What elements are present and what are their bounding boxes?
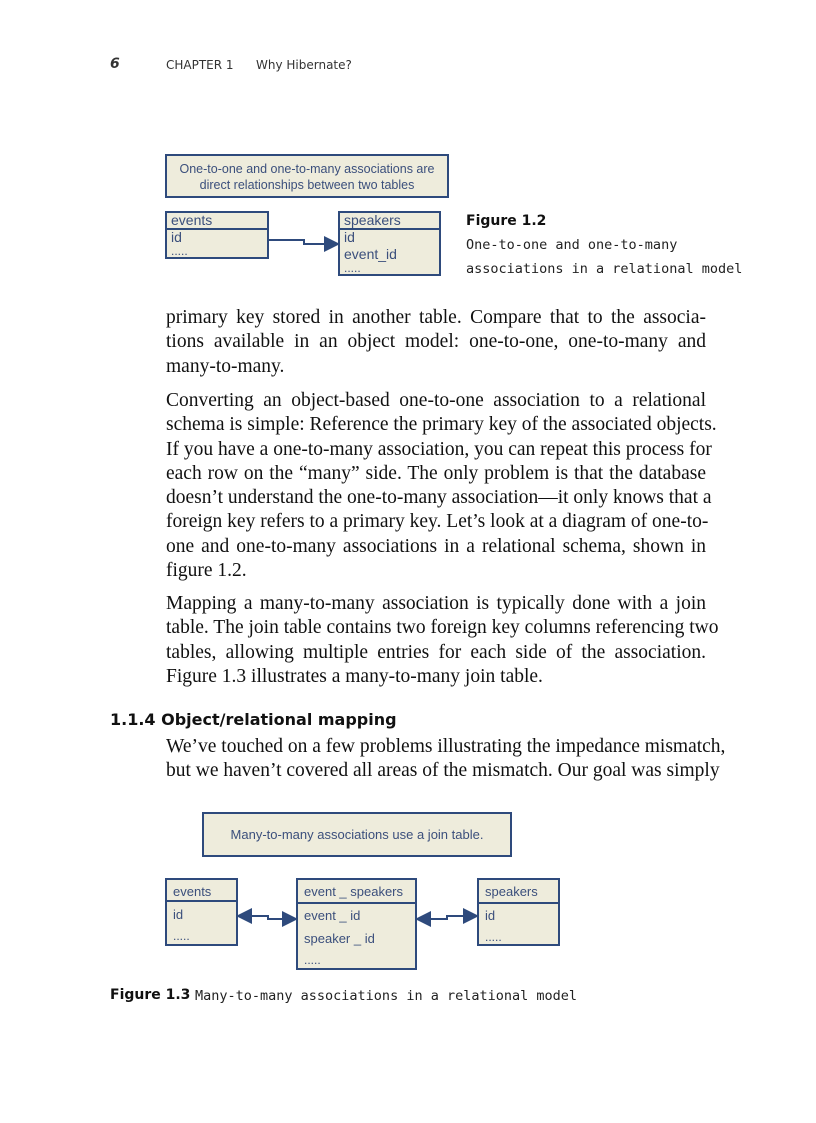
table-title: speakers: [485, 884, 538, 899]
fig13-note: Many-to-many associations use a join table.: [230, 827, 484, 842]
table-column: event_id: [344, 246, 397, 262]
figure-1-3-caption: Many-to-many associations in a relational model: [195, 988, 578, 1004]
fig13-arrow-right: [417, 916, 477, 919]
text-line: figure 1.2.: [166, 560, 247, 582]
text-line: We’ve touched on a few problems illustrating the impedance mismatch,: [166, 736, 726, 757]
text-line: Figure 1.3 illustrates a many-to-many join table.: [166, 665, 543, 687]
fig13-arrow-left: [238, 916, 296, 919]
fig12-note-line: direct relationships between two tables: [199, 178, 415, 192]
figure-1-2-label: Figure 1.2: [466, 213, 547, 229]
text-line: Converting an object-based one-to-one association to a relational: [166, 390, 706, 411]
paragraph: [166, 735, 726, 784]
chapter-label: CHAPTER 1: [166, 58, 234, 72]
fig12-note-line: One-to-one and one-to-many associations are: [179, 162, 435, 176]
table-title: event _ speakers: [304, 884, 404, 899]
table-title: events: [171, 212, 213, 228]
figure-1-2-caption-line: associations in a relational model: [466, 261, 743, 277]
table-column: id: [171, 229, 182, 245]
paragraph: [166, 306, 706, 379]
text-line: each row on the “many” side. The only problem is that the database: [166, 462, 706, 484]
table-column: .....: [171, 244, 188, 258]
table-column: .....: [485, 930, 502, 944]
section-heading: 1.1.4 Object/relational mapping: [110, 710, 397, 729]
chapter-title: Why Hibernate?: [256, 58, 352, 72]
text-line: If you have a one-to-many association, you can repeat this process for: [166, 438, 712, 460]
text-line: primary key stored in another table. Compare that to the associa-: [166, 307, 706, 328]
table-column: .....: [304, 953, 321, 967]
table-column: id: [173, 907, 184, 922]
page-number: 6: [110, 56, 120, 72]
text-line: many-to-many.: [166, 355, 285, 377]
text-line: schema is simple: Reference the primary key of the associated objects.: [166, 414, 717, 436]
text-line: tables, allowing multiple entries for each side of the association.: [166, 641, 706, 663]
fig12-arrow: [268, 240, 338, 244]
figure-1-3-label: Figure 1.3: [110, 987, 191, 1003]
table-column: id: [485, 908, 496, 923]
text-line: table. The join table contains two foreign key columns referencing two: [166, 617, 719, 639]
table-column: .....: [173, 929, 190, 943]
text-line: tions available in an object model: one-to-one, one-to-many and: [166, 331, 706, 353]
paragraph: [166, 389, 717, 583]
table-column: event _ id: [304, 908, 361, 923]
paragraph: [166, 592, 719, 689]
text-line: foreign key refers to a primary key. Let’s look at a diagram of one-to-: [166, 511, 709, 533]
text-line: Mapping a many-to-many association is typically done with a join: [166, 593, 706, 614]
table-column: speaker _ id: [304, 931, 375, 946]
text-line: but we haven’t covered all areas of the mismatch. Our goal was simply: [166, 760, 720, 782]
text-line: doesn’t understand the one-to-many association—it only knows that a: [166, 487, 712, 509]
table-title: speakers: [344, 212, 401, 228]
table-column: id: [344, 229, 355, 245]
table-title: events: [173, 884, 212, 899]
table-column: .....: [344, 261, 361, 275]
figure-1-2-caption-line: One-to-one and one-to-many: [466, 237, 678, 253]
text-line: one and one-to-many associations in a relational schema, shown in: [166, 535, 706, 557]
